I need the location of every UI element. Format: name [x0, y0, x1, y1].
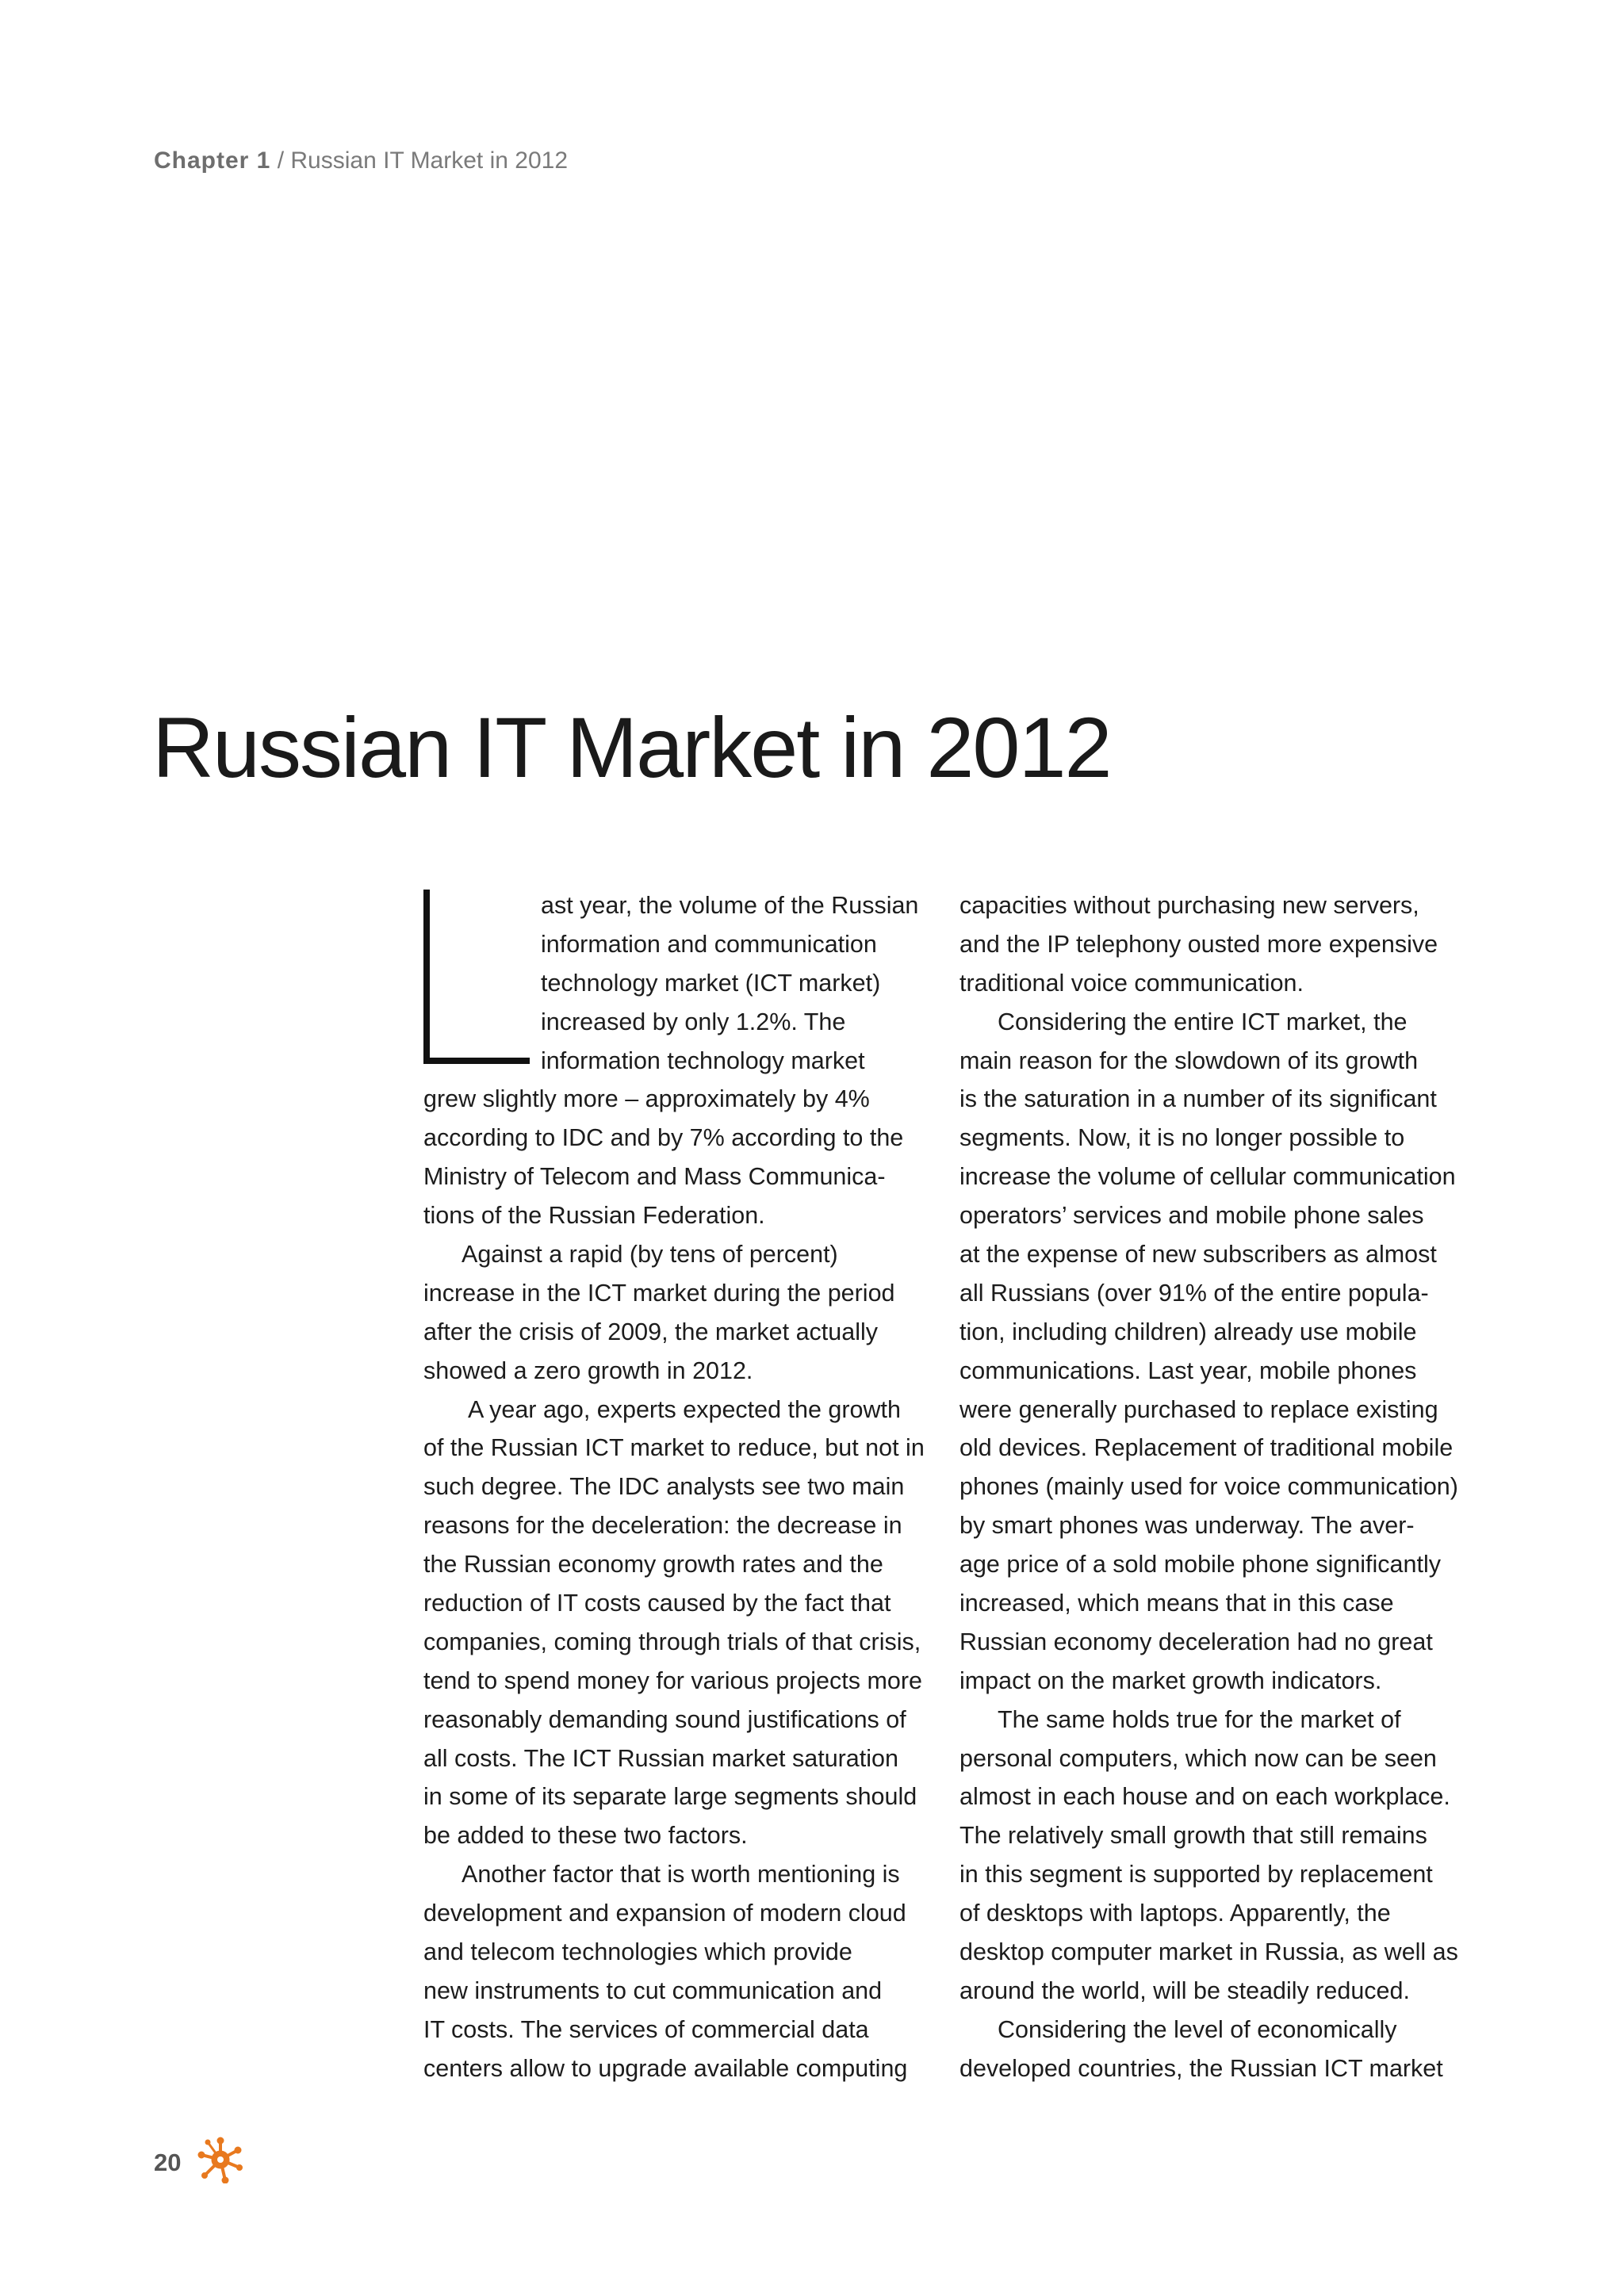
paragraph-line: companies, coming through trials of that crisis, [423, 1628, 921, 1655]
paragraph-line: reasons for the deceleration: the decrease in [423, 1512, 902, 1540]
paragraph-line: Russian economy deceleration had no great [959, 1628, 1433, 1655]
section-label: Russian IT Market in 2012 [290, 147, 569, 174]
paragraph-line: development and expansion of modern cloud [423, 1900, 906, 1927]
paragraph-line: traditional voice communication. [959, 969, 1304, 997]
paragraph-line: The same holds true for the market of [998, 1705, 1401, 1733]
paragraph-line: increased by only 1.2%. The [541, 1008, 846, 1035]
paragraph-line: of desktops with laptops. Apparently, the [959, 1900, 1391, 1927]
paragraph-line: of the Russian ICT market to reduce, but not in [423, 1434, 925, 1462]
paragraph-line: around the world, will be steadily reduced. [959, 1976, 1410, 2004]
paragraph-line: information and communication [541, 930, 877, 958]
paragraph-line: be added to these two factors. [423, 1822, 748, 1850]
paragraph-line: increased, which means that in this case [959, 1590, 1394, 1617]
paragraph-line: centers allow to upgrade available computing [423, 2054, 908, 2082]
paragraph-line: almost in each house and on each workplace. [959, 1783, 1450, 1811]
paragraph-line: tions of the Russian Federation. [423, 1202, 765, 1230]
running-header [154, 147, 568, 174]
body-column-right [959, 886, 1467, 2088]
paragraph-line: ast year, the volume of the Russian [541, 892, 919, 919]
page-number: 20 [154, 2149, 182, 2176]
paragraph-line: all Russians (over 91% of the entire popula- [959, 1279, 1429, 1307]
paragraph-line: The relatively small growth that still remains [959, 1822, 1427, 1850]
paragraph-line: age price of a sold mobile phone significantly [959, 1551, 1441, 1578]
paragraph-line: personal computers, which now can be seen [959, 1744, 1437, 1772]
paragraph-line: and the IP telephony ousted more expensive [959, 930, 1438, 958]
paragraph-line: reduction of IT costs caused by the fact that [423, 1590, 891, 1617]
paragraph-line: Ministry of Telecom and Mass Communica- [423, 1163, 886, 1191]
paragraph-line: information technology market [541, 1047, 865, 1074]
paragraph-line: Considering the level of economically [998, 2015, 1397, 2043]
paragraph-line: new instruments to cut communication and [423, 1976, 883, 2004]
paragraph-line: by smart phones was underway. The aver- [959, 1512, 1415, 1540]
paragraph-line: technology market (ICT market) [541, 969, 881, 997]
orange-splash-logo-icon [197, 2136, 244, 2183]
paragraph-line: developed countries, the Russian ICT market [959, 2054, 1443, 2082]
paragraph-line: old devices. Replacement of traditional mobile [959, 1434, 1454, 1462]
paragraph-line: desktop computer market in Russia, as well as [959, 1938, 1458, 1966]
paragraph-line: capacities without purchasing new servers, [959, 892, 1419, 919]
paragraph-line: IT costs. The services of commercial data [423, 2015, 869, 2043]
paragraph-line: phones (mainly used for voice communication) [959, 1473, 1458, 1501]
body-column-left [423, 886, 963, 2088]
paragraph-line: such degree. The IDC analysts see two main [423, 1473, 905, 1501]
paragraph-line: Considering the entire ICT market, the [998, 1008, 1408, 1035]
paragraph-line: at the expense of new subscribers as almost [959, 1241, 1437, 1269]
paragraph-line: A year ago, experts expected the growth [468, 1395, 901, 1423]
paragraph-line: increase in the ICT market during the period [423, 1279, 895, 1307]
page-title: Russian IT Market in 2012 [152, 699, 1111, 795]
paragraph-line: showed a zero growth in 2012. [423, 1357, 753, 1384]
paragraph-line: and telecom technologies which provide [423, 1938, 852, 1966]
paragraph-line: in this segment is supported by replacement [959, 1861, 1433, 1888]
paragraph-line: reasonably demanding sound justifications of [423, 1705, 906, 1733]
paragraph-line: segments. Now, it is no longer possible to [959, 1124, 1405, 1152]
paragraph-line: main reason for the slowdown of its growth [959, 1047, 1419, 1074]
paragraph-line: grew slightly more – approximately by 4% [423, 1085, 870, 1113]
paragraph-line: tend to spend money for various projects more [423, 1667, 922, 1694]
paragraph-line: increase the volume of cellular communication [959, 1163, 1456, 1191]
paragraph-line: the Russian economy growth rates and the [423, 1551, 883, 1578]
paragraph-line: were generally purchased to replace existing [959, 1395, 1438, 1423]
paragraph-line: all costs. The ICT Russian market saturation [423, 1744, 898, 1772]
paragraph-line: impact on the market growth indicators. [959, 1667, 1382, 1694]
paragraph-line: after the crisis of 2009, the market actually [423, 1318, 878, 1345]
paragraph-line: operators’ services and mobile phone sales [959, 1202, 1424, 1230]
chapter-label: Chapter 1 [154, 147, 271, 174]
paragraph-line: according to IDC and by 7% according to the [423, 1124, 904, 1152]
paragraph-line: in some of its separate large segments should [423, 1783, 917, 1811]
header-separator: / [270, 147, 291, 174]
paragraph-line: Against a rapid (by tens of percent) [462, 1241, 838, 1269]
paragraph-line: communications. Last year, mobile phones [959, 1357, 1417, 1384]
paragraph-line: is the saturation in a number of its significant [959, 1085, 1437, 1113]
paragraph-line: Another factor that is worth mentioning is [462, 1861, 900, 1888]
paragraph-line: tion, including children) already use mobile [959, 1318, 1417, 1345]
